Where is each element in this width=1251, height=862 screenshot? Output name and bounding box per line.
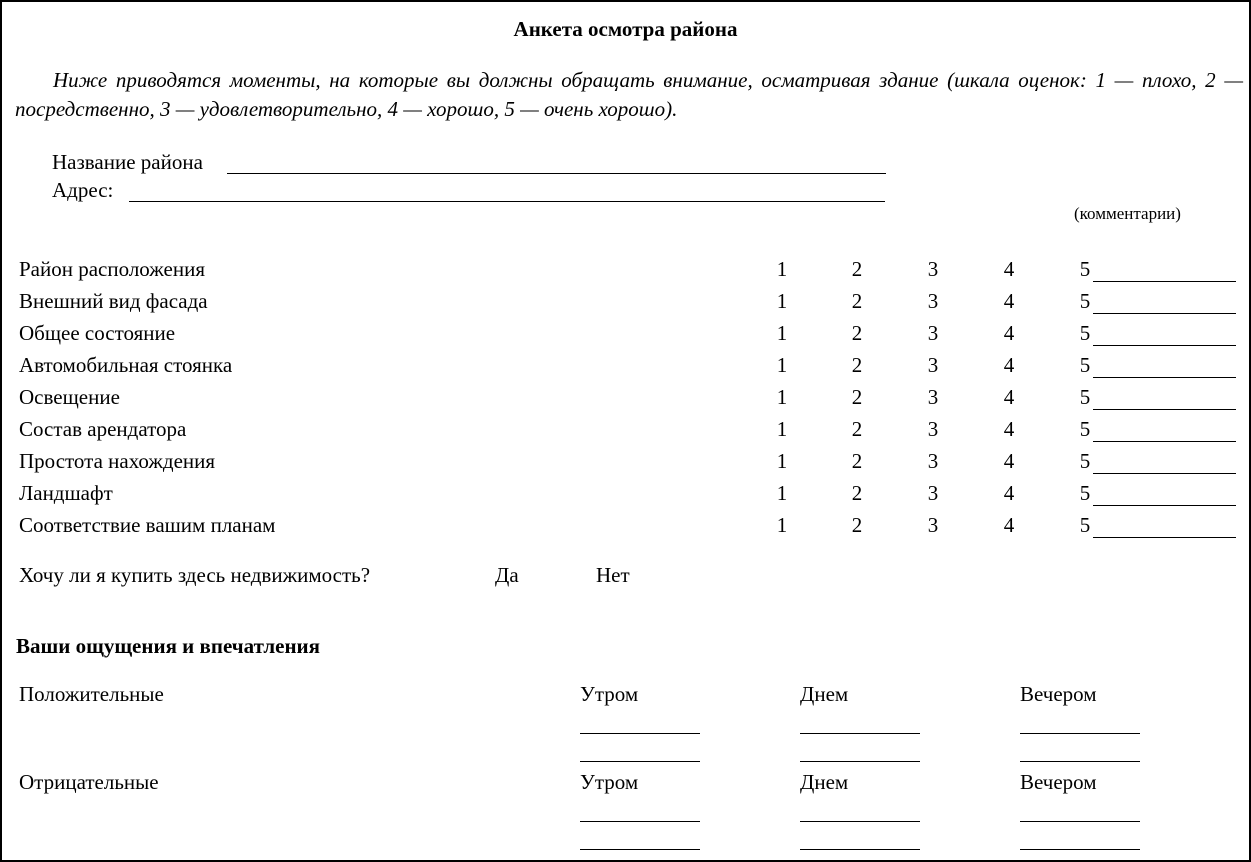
impression-answer-line[interactable] (1020, 733, 1140, 734)
comment-line[interactable] (1093, 441, 1236, 442)
rating-option-2[interactable]: 2 (851, 417, 863, 441)
criterion-label: Общее состояние (19, 321, 176, 345)
district-name-label: Название района (52, 150, 203, 174)
rating-option-3[interactable]: 3 (927, 257, 939, 281)
rating-option-4[interactable]: 4 (1003, 289, 1015, 313)
intro-paragraph: Ниже приводятся моменты, на которые вы должны обращать внимание, осматривая здание (шкала оценок: 1 — плохо, 2 — посредственно, 3 — удовлетворительно, 4 — хорошо, 5 — очень хорошо). (15, 68, 1243, 121)
rating-option-2[interactable]: 2 (851, 257, 863, 281)
rating-option-1[interactable]: 1 (776, 481, 788, 505)
rating-option-4[interactable]: 4 (1003, 385, 1015, 409)
rating-option-3[interactable]: 3 (927, 321, 939, 345)
rating-option-2[interactable]: 2 (851, 513, 863, 537)
rating-option-1[interactable]: 1 (776, 417, 788, 441)
comment-line[interactable] (1093, 409, 1236, 410)
rating-option-1[interactable]: 1 (776, 257, 788, 281)
rating-option-4[interactable]: 4 (1003, 513, 1015, 537)
criterion-label: Простота нахождения (19, 449, 216, 473)
comment-line[interactable] (1093, 537, 1236, 538)
rating-option-5[interactable]: 5 (1079, 257, 1091, 281)
rating-option-3[interactable]: 3 (927, 481, 939, 505)
comment-line[interactable] (1093, 505, 1236, 506)
time-of-day-label: Вечером (1020, 682, 1097, 706)
rating-option-3[interactable]: 3 (927, 385, 939, 409)
rating-option-2[interactable]: 2 (851, 289, 863, 313)
time-of-day-label: Утром (580, 770, 639, 794)
criterion-label: Внешний вид фасада (19, 289, 208, 313)
rating-option-2[interactable]: 2 (851, 353, 863, 377)
rating-option-3[interactable]: 3 (927, 353, 939, 377)
impressions-heading: Ваши ощущения и впечатления (16, 634, 321, 658)
rating-option-4[interactable]: 4 (1003, 353, 1015, 377)
rating-option-5[interactable]: 5 (1079, 289, 1091, 313)
rating-option-1[interactable]: 1 (776, 289, 788, 313)
comment-line[interactable] (1093, 281, 1236, 282)
rating-option-3[interactable]: 3 (927, 417, 939, 441)
impression-answer-line[interactable] (800, 761, 920, 762)
comment-line[interactable] (1093, 473, 1236, 474)
impression-answer-line[interactable] (800, 733, 920, 734)
impression-answer-line[interactable] (1020, 821, 1140, 822)
impression-answer-line[interactable] (580, 849, 700, 850)
rating-option-3[interactable]: 3 (927, 449, 939, 473)
rating-option-5[interactable]: 5 (1079, 353, 1091, 377)
rating-option-5[interactable]: 5 (1079, 481, 1091, 505)
impression-answer-line[interactable] (580, 821, 700, 822)
rating-option-4[interactable]: 4 (1003, 257, 1015, 281)
rating-option-5[interactable]: 5 (1079, 417, 1091, 441)
time-of-day-label: Днем (800, 770, 849, 794)
rating-option-1[interactable]: 1 (776, 353, 788, 377)
impression-row-label: Отрицательные (19, 770, 159, 794)
comment-line[interactable] (1093, 313, 1236, 314)
rating-option-1[interactable]: 1 (776, 449, 788, 473)
rating-option-2[interactable]: 2 (851, 481, 863, 505)
impression-answer-line[interactable] (580, 761, 700, 762)
rating-option-5[interactable]: 5 (1079, 513, 1091, 537)
impression-answer-line[interactable] (580, 733, 700, 734)
rating-option-2[interactable]: 2 (851, 321, 863, 345)
rating-option-4[interactable]: 4 (1003, 321, 1015, 345)
rating-option-3[interactable]: 3 (927, 513, 939, 537)
impression-row-label: Положительные (19, 682, 164, 706)
rating-option-2[interactable]: 2 (851, 385, 863, 409)
comment-line[interactable] (1093, 377, 1236, 378)
criterion-label: Соответствие вашим планам (19, 513, 276, 537)
rating-option-5[interactable]: 5 (1079, 385, 1091, 409)
rating-option-1[interactable]: 1 (776, 513, 788, 537)
criterion-label: Автомобильная стоянка (19, 353, 233, 377)
time-of-day-label: Днем (800, 682, 849, 706)
rating-option-4[interactable]: 4 (1003, 449, 1015, 473)
address-line[interactable] (129, 201, 885, 202)
comment-line[interactable] (1093, 345, 1236, 346)
rating-option-2[interactable]: 2 (851, 449, 863, 473)
comments-note: (комментарии) (1074, 204, 1181, 223)
impression-answer-line[interactable] (1020, 849, 1140, 850)
rating-option-3[interactable]: 3 (927, 289, 939, 313)
rating-option-4[interactable]: 4 (1003, 481, 1015, 505)
rating-option-4[interactable]: 4 (1003, 417, 1015, 441)
rating-option-1[interactable]: 1 (776, 385, 788, 409)
address-label: Адрес: (52, 178, 114, 202)
answer-yes[interactable]: Да (495, 563, 519, 587)
page-title: Анкета осмотра района (513, 17, 738, 41)
criterion-label: Состав арендатора (19, 417, 187, 441)
district-name-line[interactable] (227, 173, 886, 174)
answer-no[interactable]: Нет (596, 563, 630, 587)
impression-answer-line[interactable] (1020, 761, 1140, 762)
buy-question: Хочу ли я купить здесь недвижимость? (19, 563, 371, 587)
rating-option-1[interactable]: 1 (776, 321, 788, 345)
impression-answer-line[interactable] (800, 849, 920, 850)
rating-option-5[interactable]: 5 (1079, 449, 1091, 473)
impression-answer-line[interactable] (800, 821, 920, 822)
time-of-day-label: Утром (580, 682, 639, 706)
rating-option-5[interactable]: 5 (1079, 321, 1091, 345)
criterion-label: Освещение (19, 385, 120, 409)
time-of-day-label: Вечером (1020, 770, 1097, 794)
criterion-label: Район расположения (19, 257, 205, 281)
criterion-label: Ландшафт (19, 481, 113, 505)
